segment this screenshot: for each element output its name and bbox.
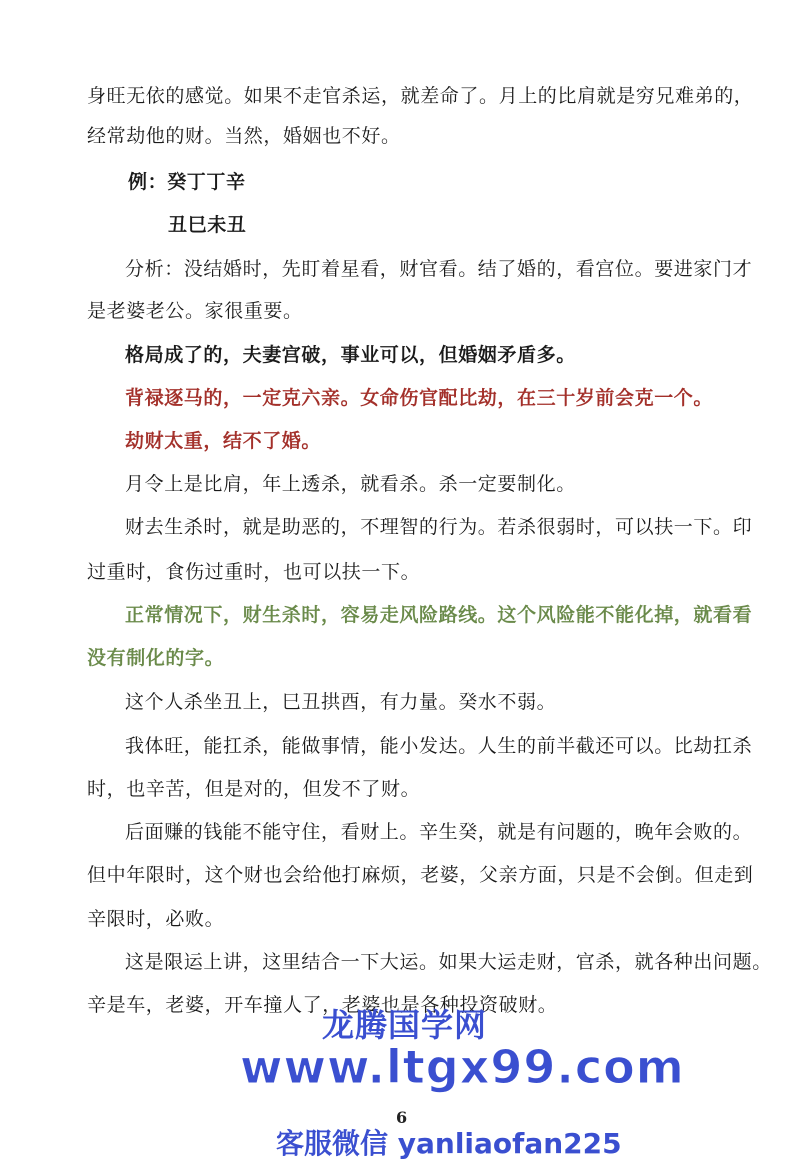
bold-statement: 格局成了的，夫妻宫破，事业可以，但婚姻矛盾多。 xyxy=(125,344,576,366)
body-line-later-3: 辛限时，必败。 xyxy=(87,908,225,930)
body-line-2: 经常劫他的财。当然，婚姻也不好。 xyxy=(87,125,401,147)
green-statement-1: 正常情况下，财生杀时，容易走风险路线。这个风险能不能化掉，就看看 xyxy=(125,604,753,626)
example-title: 例：癸丁丁辛 xyxy=(128,171,246,193)
red-statement-2: 劫财太重，结不了婚。 xyxy=(125,430,322,452)
analysis-line-2: 是老婆老公。家很重要。 xyxy=(87,300,303,322)
body-line-sha: 这个人杀坐丑上，巳丑拱酉，有力量。癸水不弱。 xyxy=(125,691,557,713)
page-number: 6 xyxy=(396,1108,408,1127)
body-line-wealth-1: 财去生杀时，就是助恶的，不理智的行为。若杀很弱时，可以扶一下。印 xyxy=(125,516,753,538)
body-line-luck-2: 辛是车，老婆，开车撞人了，老婆也是各种投资破财。 xyxy=(87,994,558,1016)
body-line-strong-2: 时，也辛苦，但是对的，但发不了财。 xyxy=(87,778,421,800)
watermark-site-name: 龙腾国学网 xyxy=(322,1006,488,1044)
analysis-line-1: 分析：没结婚时，先盯着星看，财官看。结了婚的，看宫位。要进家门才 xyxy=(125,258,753,280)
red-statement-1: 背禄逐马的，一定克六亲。女命伤官配比劫，在三十岁前会克一个。 xyxy=(125,387,714,409)
green-statement-2: 没有制化的字。 xyxy=(87,647,225,669)
body-line-month: 月令上是比肩，年上透杀，就看杀。杀一定要制化。 xyxy=(125,473,576,495)
body-line-later-1: 后面赚的钱能不能守住，看财上。辛生癸，就是有问题的，晚年会败的。 xyxy=(125,821,753,843)
body-line-luck-1: 这是限运上讲，这里结合一下大运。如果大运走财，官杀，就各种出问题。 xyxy=(125,951,772,973)
body-line-strong-1: 我体旺，能扛杀，能做事情，能小发达。人生的前半截还可以。比劫扛杀 xyxy=(125,735,753,757)
watermark-url: www.ltgx99.com xyxy=(240,1040,685,1094)
watermark-wechat: 客服微信 yanliaofan225 xyxy=(276,1127,622,1160)
example-branches: 丑巳未丑 xyxy=(168,214,247,236)
body-line-wealth-2: 过重时，食伤过重时，也可以扶一下。 xyxy=(87,561,421,583)
body-line-later-2: 但中年限时，这个财也会给他打麻烦，老婆，父亲方面，只是不会倒。但走到 xyxy=(87,864,754,886)
body-line-1: 身旺无依的感觉。如果不走官杀运，就差命了。月上的比肩就是穷兄难弟的， xyxy=(87,85,754,107)
